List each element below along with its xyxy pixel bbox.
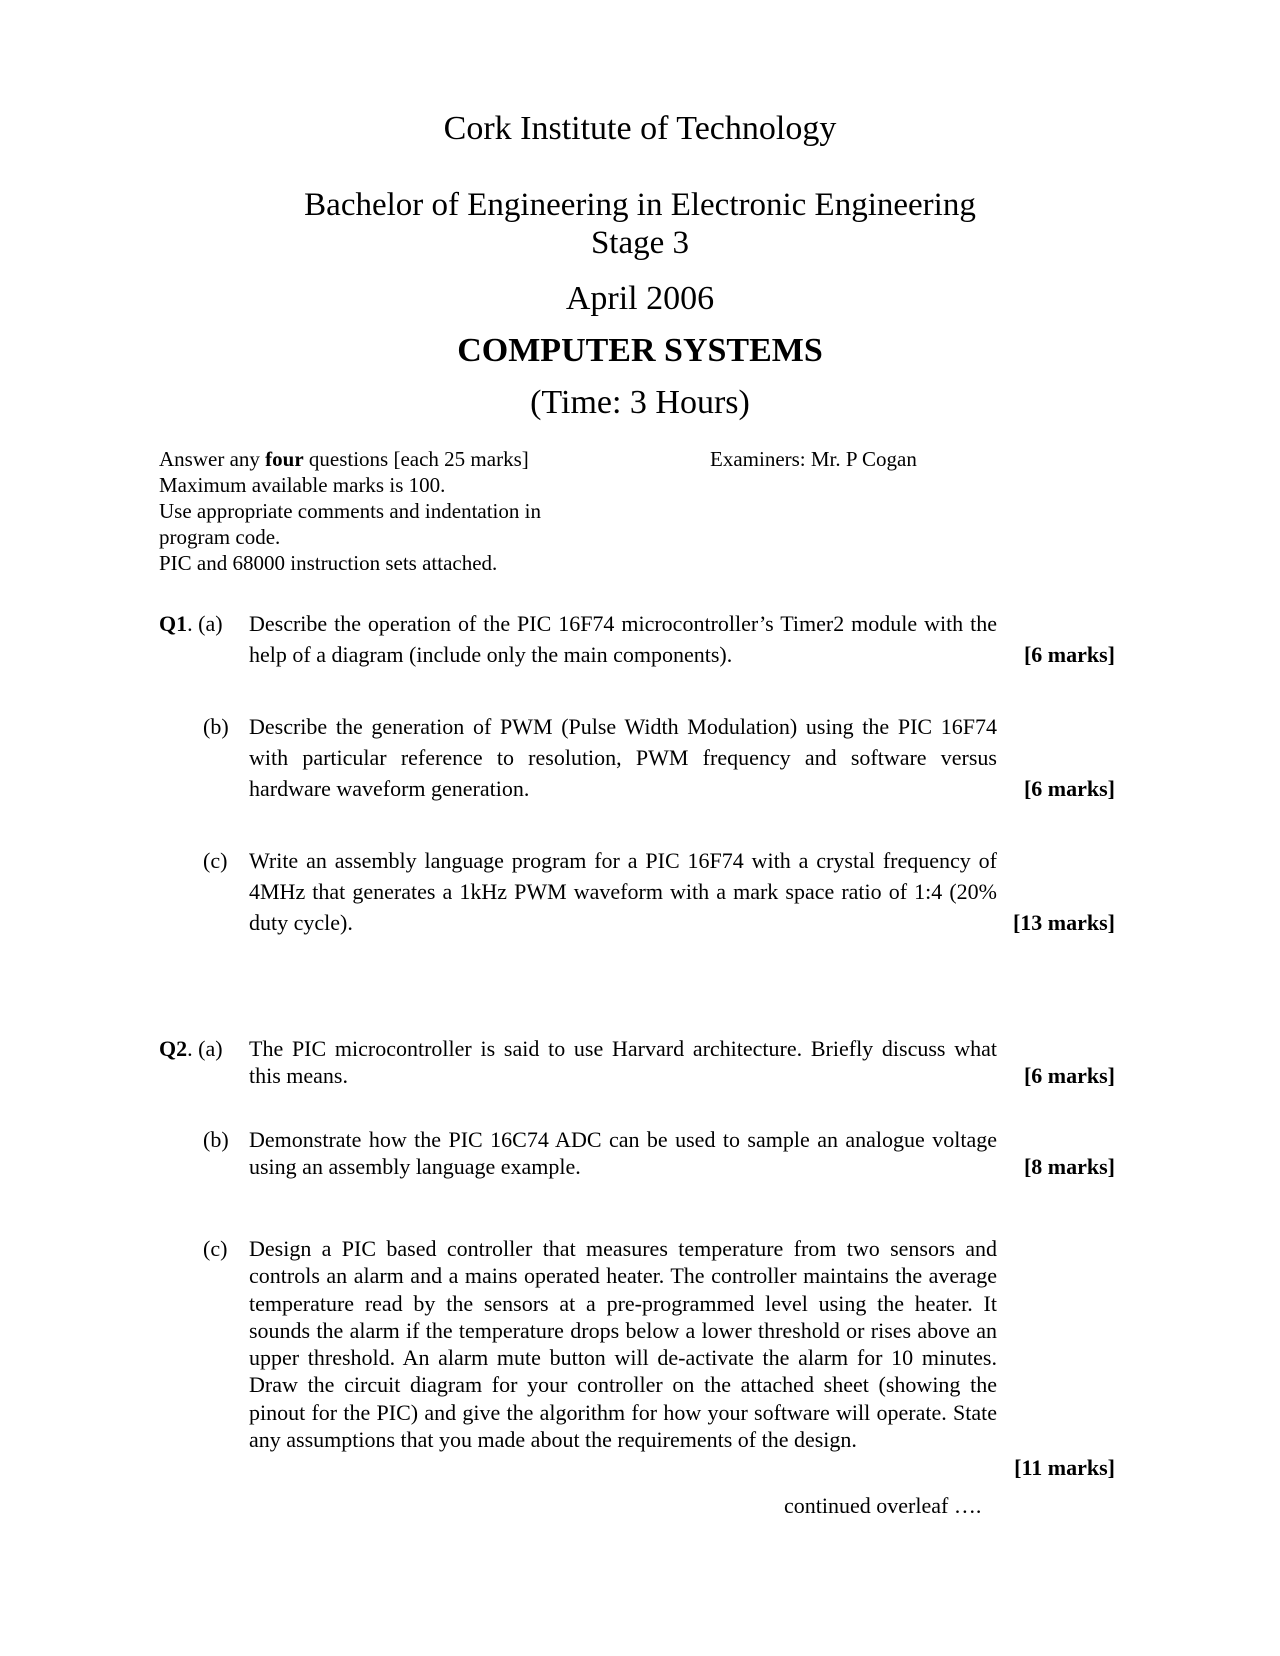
q1-a-text: Describe the operation of the PIC 16F74 microcontroller’s Timer2 module with the help of a diagram (include only the main components). xyxy=(249,611,997,667)
q1-c-text: Write an assembly language program for a PIC 16F74 with a crystal frequency of 4MHz that generates a 1kHz PWM waveform with a mark space ratio of 1:4 (20% duty cycle). xyxy=(249,848,997,935)
q2-c-marks: [11 marks] xyxy=(1014,1455,1115,1480)
q1-label: Q1. (a) xyxy=(159,611,223,636)
q1-c-marks: [13 marks] xyxy=(1012,910,1115,935)
continued-overleaf-note: continued overleaf …. xyxy=(784,1493,982,1518)
q1-c-label: (c) xyxy=(203,848,228,873)
q2-b-label: (b) xyxy=(203,1127,229,1152)
exam-date: April 2006 xyxy=(565,280,715,317)
stage-title: Stage 3 xyxy=(590,225,690,261)
q2-c-text: Design a PIC based controller that measures temperature from two sensors and controls an alarm and a mains operated heater. The controller maintains the average temperature read by the sensors at a pre-programmed level using the heater. It sounds the alarm if the temperature drops below a lower threshold or rises above an upper threshold. An alarm mute button will de-activate the alarm for 10 minutes. Draw the circuit diagram for your controller on the attached sheet (showing the pinout for the PIC) and give the algorithm for how your software will operate. State any assumptions that you made about the requirements of the design. xyxy=(249,1236,997,1453)
degree-heading xyxy=(0,186,1280,262)
instruction-line-4: program code. xyxy=(159,525,281,549)
exam-instructions xyxy=(159,446,599,576)
q2-a-text: The PIC microcontroller is said to use Harvard architecture. Briefly discuss what this means. xyxy=(249,1036,997,1089)
instruction-emphasis: four xyxy=(265,447,304,471)
instruction-line-1: Answer any four questions [each 25 marks] xyxy=(159,447,529,471)
instruction-line-2: Maximum available marks is 100. xyxy=(159,473,446,497)
instruction-line-3: Use appropriate comments and indentation in xyxy=(159,499,541,523)
q2-label: Q2. (a) xyxy=(159,1036,223,1061)
degree-title: Bachelor of Engineering in Electronic Engineering xyxy=(304,187,976,223)
q1-b-marks: [6 marks] xyxy=(1023,776,1115,801)
q2-a-marks: [6 marks] xyxy=(1023,1063,1115,1088)
q2-b-text: Demonstrate how the PIC 16C74 ADC can be used to sample an analogue voltage using an assembly language example. xyxy=(249,1127,997,1180)
examiners: Examiners: Mr. P Cogan xyxy=(710,447,917,471)
q1-b-text: Describe the generation of PWM (Pulse Width Modulation) using the PIC 16F74 with particular reference to resolution, PWM frequency and software versus hardware waveform generation. xyxy=(249,714,997,801)
exam-duration: (Time: 3 Hours) xyxy=(530,384,750,421)
instruction-line-5: PIC and 68000 instruction sets attached. xyxy=(159,551,498,575)
q1-b-label: (b) xyxy=(203,714,229,739)
q1-a-marks: [6 marks] xyxy=(1023,642,1115,667)
institution-title: Cork Institute of Technology xyxy=(443,110,837,147)
q2-b-marks: [8 marks] xyxy=(1023,1154,1115,1179)
q2-c-label: (c) xyxy=(203,1236,228,1261)
subject-title: COMPUTER SYSTEMS xyxy=(457,332,823,369)
